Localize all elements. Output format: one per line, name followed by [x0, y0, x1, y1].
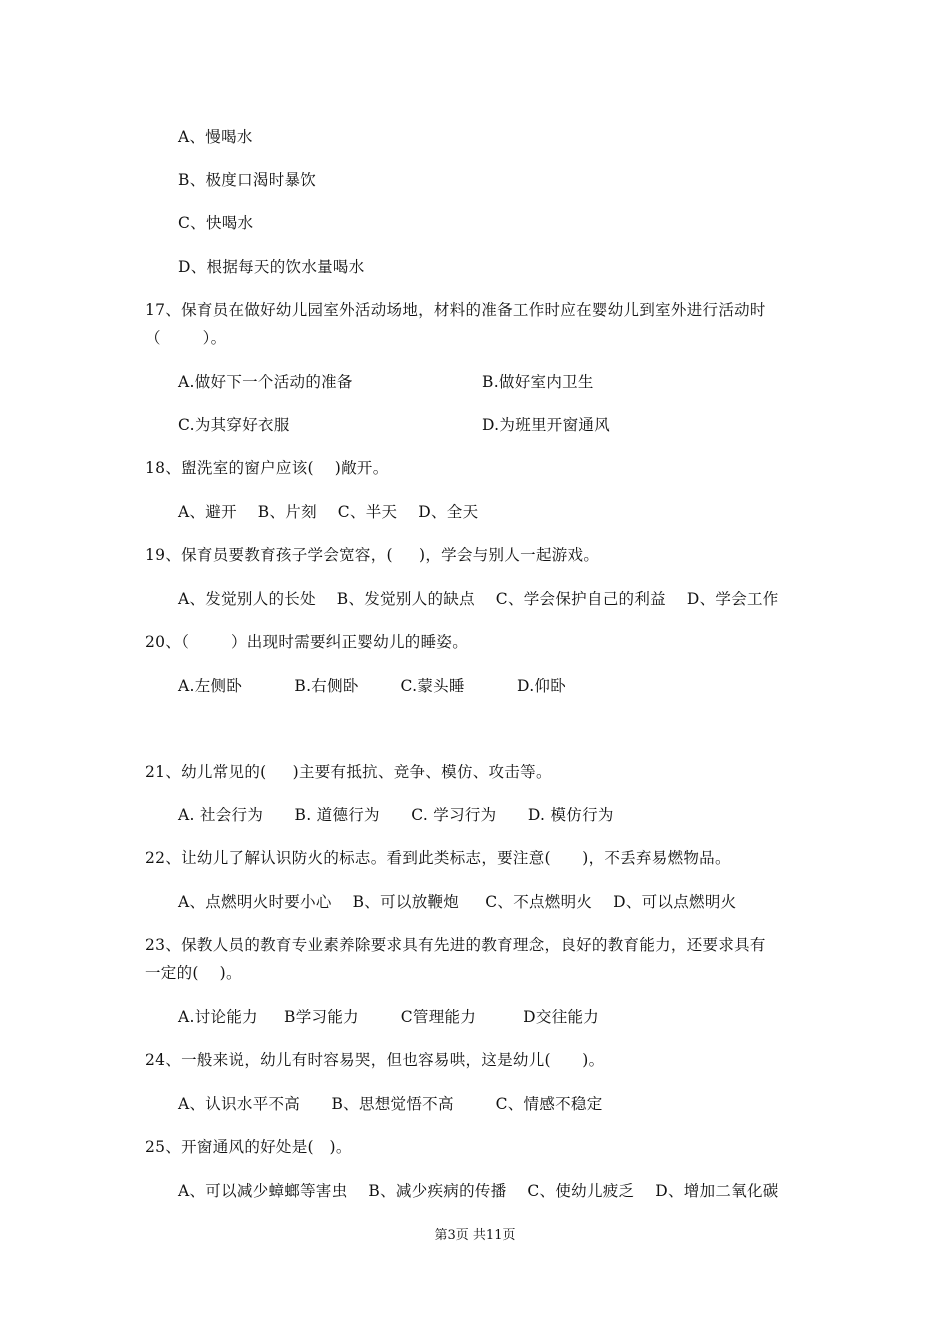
q16-option-c: C、快喝水	[178, 214, 254, 232]
q16-option-a: A、慢喝水	[178, 128, 253, 146]
q17-stem-line2: （ ）。	[145, 329, 227, 347]
q19-stem: 19、保育员要教育孩子学会宽容，( )，学会与别人一起游戏。	[145, 546, 600, 564]
q24-stem: 24、一般来说，幼儿有时容易哭，但也容易哄，这是幼儿( )。	[145, 1051, 605, 1069]
q19-options: A、发觉别人的长处 B、发觉别人的缺点 C、学会保护自己的利益 D、学会工作	[178, 590, 779, 608]
q18-stem: 18、盥洗室的窗户应该( )敞开。	[145, 459, 389, 477]
q23-stem-line1: 23、保教人员的教育专业素养除要求具有先进的教育理念，良好的教育能力，还要求具有	[145, 936, 766, 954]
q18-options: A、避开 B、片刻 C、半天 D、全天	[178, 503, 479, 521]
q17-option-d: D.为班里开窗通风	[482, 416, 611, 434]
page-footer: 第3页 共11页	[434, 1228, 516, 1243]
q23-options: A.讨论能力 B学习能力 C管理能力 D交往能力	[178, 1008, 600, 1026]
q17-option-c: C.为其穿好衣服	[178, 416, 290, 434]
q17-option-b: B.做好室内卫生	[482, 373, 594, 391]
q20-options: A.左侧卧 B.右侧卧 C.蒙头睡 D.仰卧	[178, 677, 567, 695]
q25-options: A、可以减少蟑螂等害虫 B、减少疾病的传播 C、使幼儿疲乏 D、增加二氧化碳	[178, 1182, 779, 1200]
q16-option-d: D、根据每天的饮水量喝水	[178, 258, 365, 276]
q21-options: A. 社会行为 B. 道德行为 C. 学习行为 D. 模仿行为	[178, 806, 614, 824]
q22-options: A、点燃明火时要小心 B、可以放鞭炮 C、不点燃明火 D、可以点燃明火	[178, 893, 737, 911]
q23-stem-line2: 一定的( )。	[145, 964, 242, 982]
q21-stem: 21、幼儿常见的( )主要有抵抗、竞争、模仿、攻击等。	[145, 763, 552, 781]
q25-stem: 25、开窗通风的好处是( )。	[145, 1138, 352, 1156]
q16-option-b: B、极度口渴时暴饮	[178, 171, 317, 189]
q17-stem-line1: 17、保育员在做好幼儿园室外活动场地，材料的准备工作时应在婴幼儿到室外进行活动时	[145, 301, 766, 319]
q24-options: A、认识水平不高 B、思想觉悟不高 C、情感不稳定	[178, 1095, 603, 1113]
q22-stem: 22、让幼儿了解认识防火的标志。看到此类标志，要注意( )，不丢弃易燃物品。	[145, 849, 731, 867]
q17-option-a: A.做好下一个活动的准备	[178, 373, 353, 391]
q20-stem: 20、（ ）出现时需要纠正婴幼儿的睡姿。	[145, 633, 468, 651]
